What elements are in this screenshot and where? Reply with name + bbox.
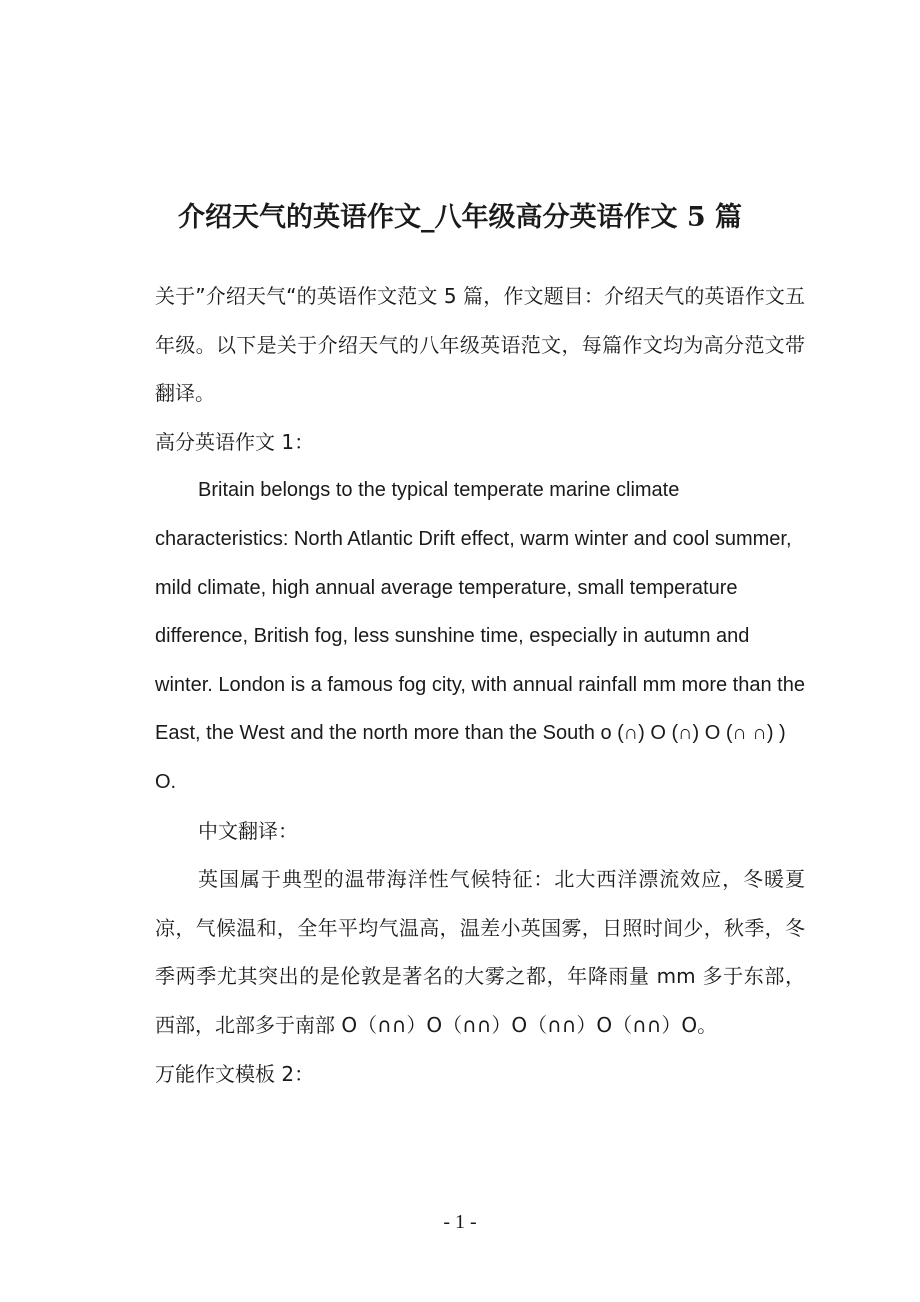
document-title: 介绍天气的英语作文_八年级高分英语作文 5 篇 [177, 202, 743, 233]
essay-1-heading: 高分英语作文 1： [155, 429, 315, 454]
essay-1-chinese-paragraph: 英国属于典型的温带海洋性气候特征：北大西洋漂流效应，冬暖夏凉，气候温和，全年平均气温高，温差小英国雾，日照时间少，秋季，冬季两季尤其突出的是伦敦是著名的大雾之都，年降雨量 mm 多于东部，西部，北部多于南部 O（∩∩）O（∩∩）O（∩∩）O（∩∩）O。 [155, 867, 805, 1037]
essay-2-heading: 万能作文模板 2： [155, 1061, 315, 1086]
translation-heading: 中文翻译： [198, 818, 298, 843]
page-number: - 1 - [443, 1211, 477, 1233]
essay-1-english-paragraph: Britain belongs to the typical temperate marine climate characteristics: North Atlantic Drift effect, warm winter and cool summer, mild climate, high annual average temperature, small temperature difference, British fog, less sunshine time, especially in autumn and winter. London is a famous fog city, with annual rainfall mm more than the East, the West and the north more than the South o (∩) O (∩) O (∩ ∩) ) O. [155, 479, 805, 793]
intro-paragraph: 关于”介绍天气“的英语作文范文 5 篇，作文题目：介绍天气的英语作文五年级。以下是关于介绍天气的八年级英语范文，每篇作文均为高分范文带翻译。 [155, 284, 805, 406]
document-body [155, 272, 805, 1098]
